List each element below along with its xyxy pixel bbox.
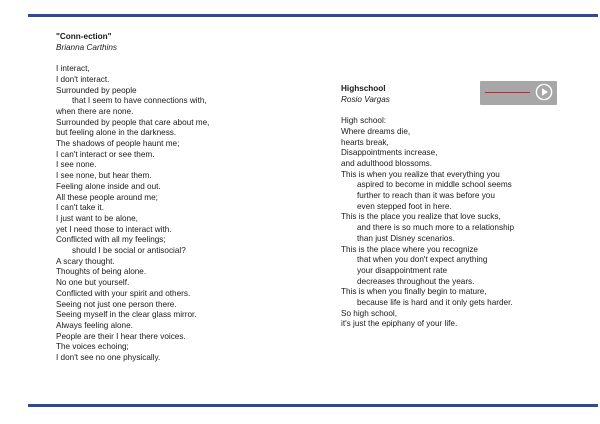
poem-line: your disappointment rate	[357, 265, 448, 275]
poem-line: I just want to be alone,	[56, 213, 138, 223]
poem-line: This is when you finally begin to mature,	[341, 287, 487, 297]
audio-progress-track[interactable]	[485, 92, 530, 93]
poem-line: I see none.	[56, 160, 97, 170]
poem-line: People are their I hear there voices.	[56, 331, 186, 341]
poem-line: Surrounded by people that care about me,	[56, 117, 210, 127]
poem-highschool	[341, 84, 514, 330]
poem-author: Brianna Carthins	[56, 42, 117, 52]
poem-connection	[56, 32, 209, 364]
poem-line: further to reach than it was before you	[357, 191, 495, 201]
poem-line: I can't take it.	[56, 203, 104, 213]
poem-line: Feeling alone inside and out.	[56, 181, 161, 191]
poem-line: So high school,	[341, 308, 397, 318]
poem-line: This is when you realize that everything you	[341, 169, 500, 179]
poem-line: I see none, but hear them.	[56, 171, 152, 181]
poem-line: Where dreams die,	[341, 126, 411, 136]
poem-line: No one but yourself.	[56, 278, 130, 288]
poem-line: it's just the epiphany of your life.	[341, 319, 458, 329]
bottom-rule	[28, 404, 598, 407]
poem-line: and there is so much more to a relationship	[357, 223, 515, 233]
poem-line: I interact,	[56, 64, 90, 74]
audio-player[interactable]	[480, 81, 557, 105]
poem-line: when there are none.	[56, 106, 134, 116]
poem-line: but feeling alone in the darkness.	[56, 128, 177, 138]
poem-line: should I be social or antisocial?	[72, 246, 186, 256]
poem-line: Always feeling alone.	[56, 320, 133, 330]
poem-line: All these people around me;	[56, 192, 158, 202]
poem-line: Seeing not just one person there.	[56, 299, 177, 309]
poem-line: A scary thought.	[56, 256, 115, 266]
poem-author: Rosio Vargas	[341, 94, 390, 104]
poem-line: than just Disney scenarios.	[357, 233, 455, 243]
poem-line: even stepped foot in here.	[357, 201, 452, 211]
poem-body	[341, 116, 514, 330]
poem-line: Conflicted with all my feelings;	[56, 235, 166, 245]
poem-line: Disappointments increase,	[341, 148, 438, 158]
poem-line: that I seem to have connections with,	[72, 96, 207, 106]
poem-line: aspired to become in middle school seems	[357, 180, 512, 190]
poem-line: This is the place where you recognize	[341, 244, 478, 254]
top-rule	[28, 14, 598, 17]
poem-line: I can't interact or see them.	[56, 149, 155, 159]
poem-line: High school:	[341, 116, 387, 126]
poem-line: Conflicted with your spirit and others.	[56, 288, 191, 298]
poem-body	[56, 64, 209, 364]
poem-line: The voices echoing;	[56, 342, 129, 352]
poem-line: Seeing myself in the clear glass mirror.	[56, 310, 197, 320]
poem-line: I don't interact.	[56, 74, 110, 84]
poem-title: "Conn-ection"	[56, 32, 112, 41]
poem-line: that when you don't expect anything	[357, 255, 488, 265]
poem-line: I don't see no one physically.	[56, 353, 161, 363]
poem-line: Thoughts of being alone.	[56, 267, 147, 277]
poem-title: Highschool	[341, 84, 386, 93]
poem-line: because life is hard and it only gets harder.	[357, 298, 513, 308]
poem-line: The shadows of people haunt me;	[56, 139, 180, 149]
poem-line: This is the place you realize that love sucks,	[341, 212, 501, 222]
poem-line: Surrounded by people	[56, 85, 137, 95]
play-circle-icon[interactable]	[535, 83, 553, 101]
poem-line: yet I need those to interact with.	[56, 224, 172, 234]
poem-line: and adulthood blossoms.	[341, 158, 433, 168]
poem-line: decreases throughout the years.	[357, 276, 475, 286]
poem-line: hearts break,	[341, 137, 389, 147]
